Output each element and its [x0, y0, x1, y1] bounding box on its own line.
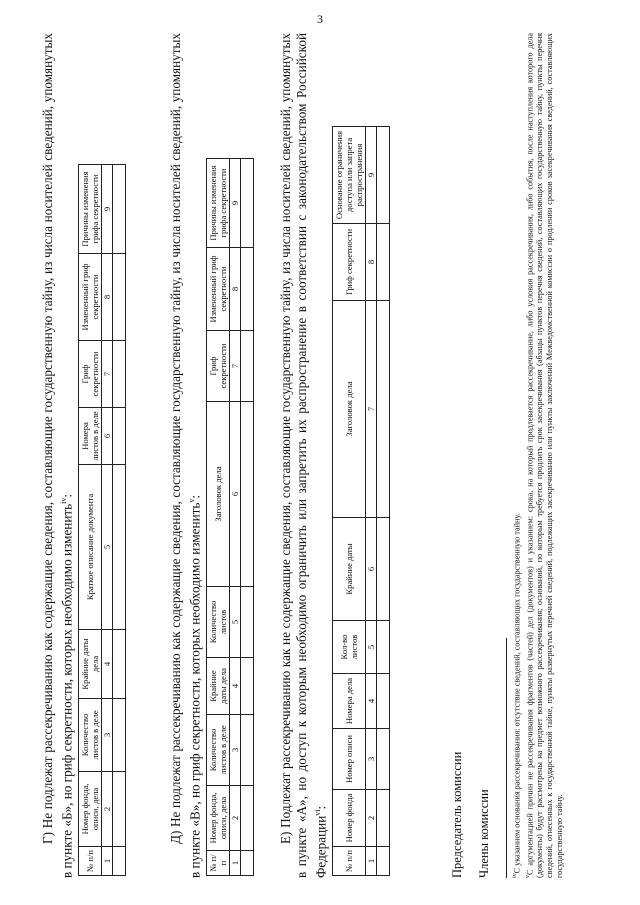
- table-header-row: [79, 165, 102, 876]
- section-g: [40, 33, 126, 878]
- column-header: Гриф секретности: [79, 341, 102, 408]
- table-row: [377, 127, 390, 876]
- column-header: Номер фонда, описи, дела: [79, 772, 102, 847]
- footnote-iv: $^{iv}$С указанием основания рассекречивания: отсутствие сведений, составляющих государственную тайну.: [512, 513, 522, 878]
- column-number: 2: [366, 790, 377, 847]
- section-d: [168, 33, 254, 878]
- column-header: № п/п: [207, 851, 230, 876]
- column-number-row: [102, 165, 113, 876]
- section-e-table: [332, 126, 390, 876]
- column-number: 9: [102, 165, 113, 254]
- column-number: 6: [366, 518, 377, 621]
- chairman-signature-line: Председатель комиссии: [450, 751, 464, 878]
- footnotes: [510, 33, 565, 878]
- footnote-separator: [506, 638, 507, 878]
- column-number: 5: [102, 465, 113, 630]
- column-header: Крайние даты: [333, 518, 366, 621]
- column-header: Крайние даты дела: [79, 630, 102, 699]
- column-number: 2: [102, 772, 113, 847]
- section-e-heading: Е) Подлежат рассекречиванию как не содержащие сведения, составляющие государственную тайну, из числа носителей сведений, упомянутых в пункте «А», но доступ к которым необходимо ограничить или запретить их распространение в соответствии с законодательством Российской Федерации$^{vi}$:: [278, 33, 329, 878]
- column-number: 7: [230, 331, 241, 402]
- column-number: 2: [230, 786, 241, 851]
- column-number-row: [230, 159, 241, 876]
- column-number: 8: [230, 248, 241, 331]
- column-header: Номер описи: [333, 729, 366, 790]
- column-number: 8: [102, 254, 113, 341]
- column-header: Количество листов в деле: [207, 715, 230, 786]
- column-header: Причины изменения грифа секретности: [79, 165, 102, 254]
- section-d-heading: Д) Не подлежат рассекречиванию как содержащие сведения, составляющие государственную тайну, из числа носителей сведений, упомянутых в пункте «В», но гриф секретности, которых необходимо изменить$^v$:: [168, 33, 203, 878]
- footnote-v: $^v$С аргументацией причин не рассекречивания фрагментов (частей) дел (документов) и указанием: срока, на который продлевается рассекречивание, либо условия рассекречивания, либо события, после наступления которого дела (документы) будут рассмотрены на предмет возможного рассекречивания; оснований, по которым требуется продлить срок засекречивания (абзацы пунктов перечня сведений, составляющих государственную тайну, пункты перечня сведений, отнесенных к государственной тайне, пункты развернутых перечней сведений, подлежащих засекречиванию или пункты заключений Межведомственной комиссии о продлении сроков засекречивания сведений, составляющих государственную тайну.: [524, 33, 565, 878]
- column-number: 3: [102, 699, 113, 772]
- column-header: Номера дела: [333, 674, 366, 729]
- column-header: Крайние даты дела: [207, 658, 230, 715]
- column-number-row: [366, 127, 377, 876]
- rotated-landscape-content: [20, 18, 620, 888]
- column-number: 9: [230, 159, 241, 248]
- column-header: Причины изменения грифа секретности: [207, 159, 230, 248]
- column-number: 7: [366, 301, 377, 518]
- column-number: 5: [366, 621, 377, 674]
- column-number: 9: [366, 127, 377, 224]
- column-header: Заголовок дела: [207, 402, 230, 587]
- section-g-heading: Г) Не подлежат рассекречиванию как содержащие сведения, составляющие государственную тайну, из числа носителей сведений, упомянутых в пункте «Б», но гриф секретности, которых необходимо изменить$^{iv}$:: [40, 33, 75, 878]
- column-header: Заголовок дела: [333, 301, 366, 518]
- column-number: 1: [102, 847, 113, 876]
- column-header: Измененный гриф секретности: [207, 248, 230, 331]
- column-header: № п/п: [333, 847, 366, 876]
- section-g-table: [78, 164, 126, 876]
- column-number: 8: [366, 224, 377, 301]
- column-number: 4: [366, 674, 377, 729]
- column-number: 1: [230, 851, 241, 876]
- column-number: 5: [230, 587, 241, 658]
- column-number: 3: [230, 715, 241, 786]
- column-number: 4: [230, 658, 241, 715]
- column-header: Номер фонда, описи, дела: [207, 786, 230, 851]
- column-header: Количество листов в деле: [79, 699, 102, 772]
- column-number: 1: [366, 847, 377, 876]
- table-row: [113, 165, 126, 876]
- column-number: 6: [230, 402, 241, 587]
- column-header: Гриф секретности: [207, 331, 230, 402]
- page-number: 3: [317, 12, 323, 26]
- column-header: Количество листов: [207, 587, 230, 658]
- section-d-table: [206, 158, 254, 876]
- column-header: Номера листов в деле: [79, 408, 102, 465]
- column-number: 7: [102, 341, 113, 408]
- members-signature-line: Члены комиссии: [477, 789, 491, 878]
- table-header-row: [333, 127, 366, 876]
- column-header: Измененный гриф секретности: [79, 254, 102, 341]
- column-number: 3: [366, 729, 377, 790]
- section-e: [278, 33, 390, 878]
- column-header: Гриф секретности: [333, 224, 366, 301]
- column-header: Кол-во листов: [333, 621, 366, 674]
- column-header: Краткое описание документа: [79, 465, 102, 630]
- column-header: Основание ограничения доступа или запрета распространения: [333, 127, 366, 224]
- column-number: 4: [102, 630, 113, 699]
- table-header-row: [207, 159, 230, 876]
- table-row: [241, 159, 254, 876]
- column-header: № п/п: [79, 847, 102, 876]
- column-number: 6: [102, 408, 113, 465]
- column-header: Номер фонда: [333, 790, 366, 847]
